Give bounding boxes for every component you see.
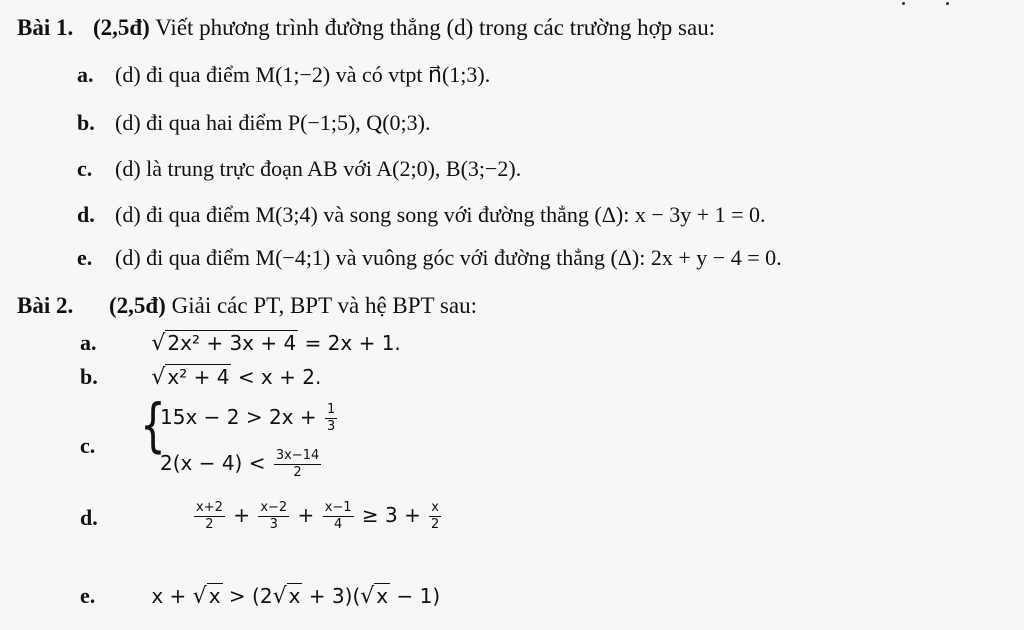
denominator: 2 (293, 465, 302, 480)
bai2-instruction: Giải các PT, BPT và hệ BPT sau: (171, 293, 477, 318)
line2-lhs: 2(x − 4) < (160, 451, 266, 475)
item-label: b. (80, 364, 98, 389)
item-text: (d) đi qua điểm M(3;4) và song song với đường thẳng (Δ): x − 3y + 1 = 0. (115, 202, 766, 227)
denominator: 3 (269, 517, 278, 532)
item-label: b. (77, 110, 95, 135)
item-label: d. (77, 202, 95, 227)
numerator: 3x−14 (275, 448, 320, 463)
system-line-2 (160, 448, 323, 481)
line1-lhs: 15x − 2 > 2x + (160, 405, 317, 429)
fraction (323, 500, 354, 533)
sqrt-expression: √ x (192, 584, 221, 609)
bai2-item-d-expression: $\frac{x+2}{2}$ + $\frac{x-2}{3}$ + $\frac{x-1}{4}$ ≥ 3 + $\frac{x}{2}$ (196, 500, 440, 532)
bai2-title: Bài 2. (17, 293, 74, 318)
system-line-1 (160, 402, 339, 435)
bai2-heading (17, 293, 477, 319)
item-text: (d) đi qua điểm M(1;−2) và có vtpt n⃗(1;3). (115, 62, 491, 87)
item-label: d. (80, 505, 98, 530)
denominator: 3 (327, 419, 336, 434)
radicand: x (288, 584, 301, 608)
inequality-middle: ≥ 3 + (361, 503, 421, 527)
item-text: (d) đi qua điểm M(−4;1) và vuông góc với đường thẳng (Δ): 2x + y − 4 = 0. (115, 245, 782, 270)
item-text: (d) là trung trực đoạn AB với A(2;0), B(3;−2). (115, 156, 522, 181)
sqrt-expression: √ 2x² + 3x + 4 (151, 331, 297, 356)
bai2-item-a (80, 330, 401, 356)
item-label: e. (77, 245, 93, 270)
bai1-points: (2,5đ) (92, 15, 150, 40)
fraction (194, 500, 225, 533)
item-label: c. (77, 156, 93, 181)
denominator: 2 (430, 517, 440, 532)
bai1-heading (17, 15, 715, 41)
radicand: x (208, 584, 221, 608)
inequality-rhs: < x + 2. (237, 365, 322, 389)
bai1-instruction: Viết phương trình đường thẳng (d) trong các trường hợp sau: (155, 15, 716, 40)
fraction (429, 500, 441, 533)
bai1-item-d (77, 202, 766, 228)
bai2-item-c-label (80, 433, 95, 459)
denominator: 4 (333, 517, 343, 532)
decorative-dot (902, 2, 905, 5)
bai1-title: Bài 1. (17, 15, 74, 40)
numerator: x (431, 500, 439, 515)
bai2-item-e (80, 583, 440, 609)
bai1-item-e (77, 245, 782, 271)
decorative-dot (946, 2, 949, 5)
fraction (258, 500, 289, 533)
numerator: x+2 (196, 500, 223, 515)
system-brace: { (140, 391, 166, 459)
item-text: (d) đi qua hai điểm P(−1;5), Q(0;3). (115, 110, 431, 135)
equation-rhs: = 2x + 1. (304, 331, 401, 355)
radicand: 2x² + 3x + 4 (167, 331, 297, 355)
bai2-item-d-label (80, 505, 98, 531)
sqrt-expression: √ x (360, 584, 389, 609)
fraction (325, 402, 337, 435)
bai1-item-b (77, 110, 430, 136)
expr-part: > (2 (228, 584, 273, 608)
sqrt-expression: √ x (272, 584, 301, 609)
expr-part: x + (151, 584, 187, 608)
item-label: c. (80, 433, 96, 458)
expr-part: − 1) (396, 584, 441, 608)
bai2-item-b (80, 364, 321, 390)
denominator: 2 (205, 517, 214, 532)
radicand: x² + 4 (167, 365, 230, 389)
item-label: e. (80, 583, 96, 608)
bai1-item-a (77, 62, 490, 88)
item-label: a. (80, 330, 97, 355)
numerator: x−2 (260, 500, 288, 515)
sqrt-expression: √ x² + 4 (151, 365, 230, 390)
numerator: x−1 (324, 500, 352, 515)
fraction (274, 448, 321, 481)
bai2-points: (2,5đ) (108, 293, 166, 318)
bai1-item-c (77, 156, 521, 182)
expr-part: + 3)( (308, 584, 361, 608)
numerator: 1 (327, 402, 336, 417)
radicand: x (376, 584, 389, 608)
item-label: a. (77, 62, 94, 87)
